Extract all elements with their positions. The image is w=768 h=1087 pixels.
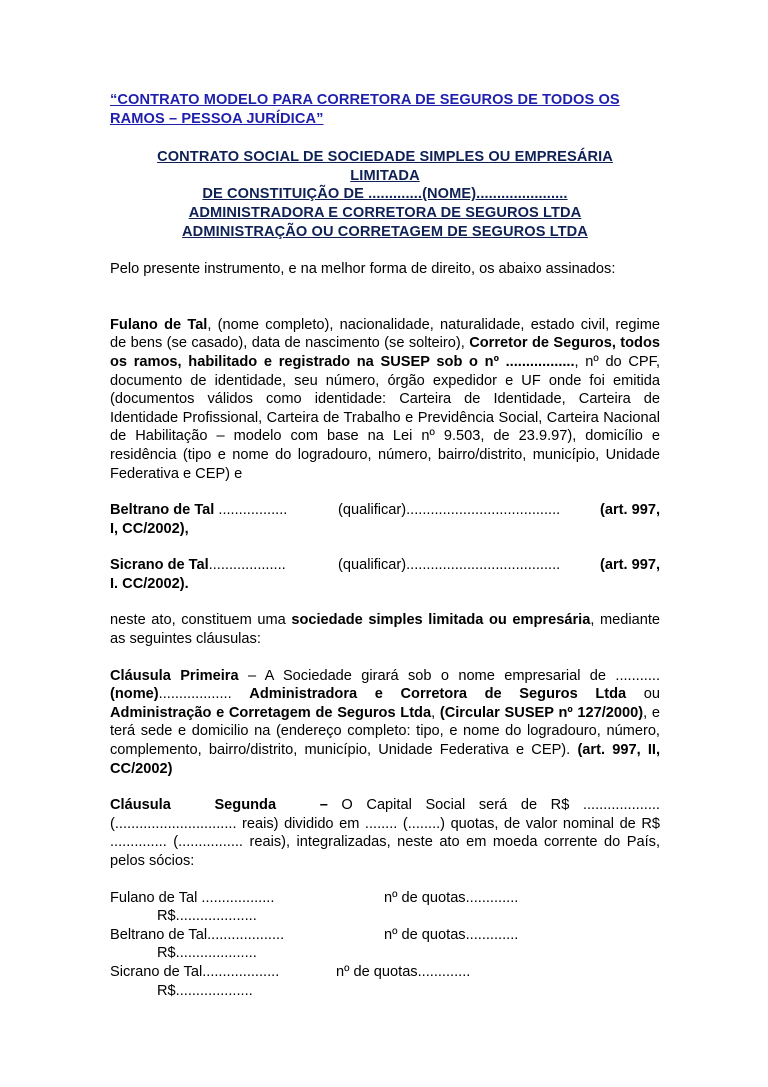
document-title-line2: RAMOS – PESSOA JURÍDICA”: [110, 110, 324, 127]
sicrano-dots: ...................: [208, 557, 286, 574]
quota-row-fulano: [110, 889, 660, 908]
document-title: [110, 91, 660, 128]
header-line1: CONTRATO SOCIAL DE SOCIEDADE SIMPLES OU EMPRESÁRIA: [157, 149, 613, 166]
intro-paragraph: Pelo presente instrumento, e na melhor forma de direito, os abaixo assinados:: [110, 261, 616, 278]
contract-header: [110, 148, 660, 241]
document-page: [110, 91, 660, 1000]
beltrano-art: (art. 997,: [599, 502, 660, 519]
header-line3: DE CONSTITUIÇÃO DE .............(NOME)......................: [202, 186, 568, 203]
beltrano-qualificar: (qualificar)......................................: [338, 502, 561, 519]
beltrano-art2: I, CC/2002),: [110, 520, 189, 537]
header-line5: ADMINISTRAÇÃO OU CORRETAGEM DE SEGUROS LTDA: [182, 223, 588, 240]
sicrano-art: (art. 997,: [599, 557, 660, 574]
clausula1-b3: Administração e Corretagem de Seguros Ltda: [110, 704, 432, 721]
quota-partner-name: Sicrano de Tal...................: [110, 963, 280, 980]
constitute-paragraph: [110, 611, 660, 648]
header-line2: LIMITADA: [350, 167, 420, 184]
clausula1-t5: , e terá sede e domicilio na (endereço completo: tipo, e nome do logradouro, número, complemento, bairro/distrito, município, Unidade Federativa e CEP).: [110, 704, 660, 759]
sicrano-name: Sicrano de Tal: [110, 557, 209, 574]
quota-row-sicrano: [110, 963, 660, 982]
clausula1-b4: (Circular SUSEP nº 127/2000): [439, 704, 644, 721]
quotas-list: [110, 889, 660, 1001]
clausula1-label: Cláusula Primeira: [110, 667, 239, 684]
constitute-bold: sociedade simples limitada ou empresária: [291, 612, 591, 629]
beltrano-block: [110, 501, 660, 538]
quota-value: R$....................: [157, 945, 257, 962]
quota-value: R$...................: [157, 982, 253, 999]
quota-value: R$....................: [157, 908, 257, 925]
clausula1-b2: Administradora e Corretora de Seguros Ltda: [249, 686, 627, 703]
beltrano-name: Beltrano de Tal: [110, 502, 215, 519]
constitute-text1: neste ato, constituem uma: [110, 612, 292, 629]
beltrano-dots: .................: [214, 502, 288, 519]
sicrano-qualificar: (qualificar)......................................: [338, 557, 561, 574]
fulano-text1: , (nome completo), nacionalidade, naturalidade, estado civil, regime de bens (se casado), data de nascimento (se solteiro),: [110, 316, 660, 352]
sicrano-art2: I. CC/2002).: [110, 575, 189, 592]
clausula1-t2: ..................: [158, 686, 250, 703]
clausula-segunda: [110, 796, 660, 870]
clausula1-b5: (art. 997, II, CC/2002): [110, 742, 661, 777]
clausula1-t1: – A Sociedade girará sob o nome empresarial de ...........: [238, 667, 660, 684]
fulano-text3: , nº do CPF, documento de identidade, seu número, órgão expedidor e UF onde foi emitida (documentos válidos como identidade: Carteira de Identidade, Carteira de Identidade Profissional, Carteira de Trabalho e Previdência Social, Carteira Nacional de Habilitação – modelo com base na Lei nº 9.503, de 23.9.97), domicílio e residência (tipo e nome do logradouro, número, bairro/distrito, município, Unidade Federativa e CEP) e: [110, 353, 660, 482]
sicrano-block: [110, 556, 660, 593]
quota-partner-name: Fulano de Tal ..................: [110, 889, 275, 906]
clausula1-t3: ou: [626, 686, 660, 703]
quota-count: nº de quotas.............: [384, 889, 519, 906]
fulano-bold2: Corretor de Seguros, todos os ramos, habilitado e registrado na SUSEP sob o nº .................: [110, 335, 660, 370]
clausula1-t4: ,: [431, 704, 440, 721]
document-title-line1: “CONTRATO MODELO PARA CORRETORA DE SEGUROS DE TODOS OS: [110, 92, 620, 108]
clausula2-label: Cláusula Segunda –: [110, 797, 328, 814]
quota-partner-name: Beltrano de Tal...................: [110, 926, 285, 943]
clausula2-text: O Capital Social será de R$ ................... (.............................. reais) dividido em ........ (........) quotas, de valor nominal de R$ .............. (................ reais), integralizadas, neste ato em moeda corrente do País, pelos sócios:: [110, 797, 660, 869]
quota-count: nº de quotas.............: [336, 963, 471, 980]
clausula-primeira: [110, 667, 660, 779]
fulano-name: Fulano de Tal: [110, 316, 208, 333]
quota-count: nº de quotas.............: [384, 926, 519, 943]
fulano-paragraph: [110, 316, 660, 483]
clausula1-b1: (nome): [110, 686, 159, 703]
constitute-text2: , mediante as seguintes cláusulas:: [110, 612, 660, 648]
quota-row-beltrano: [110, 926, 660, 945]
header-line4: ADMINISTRADORA E CORRETORA DE SEGUROS LTDA: [188, 204, 582, 221]
